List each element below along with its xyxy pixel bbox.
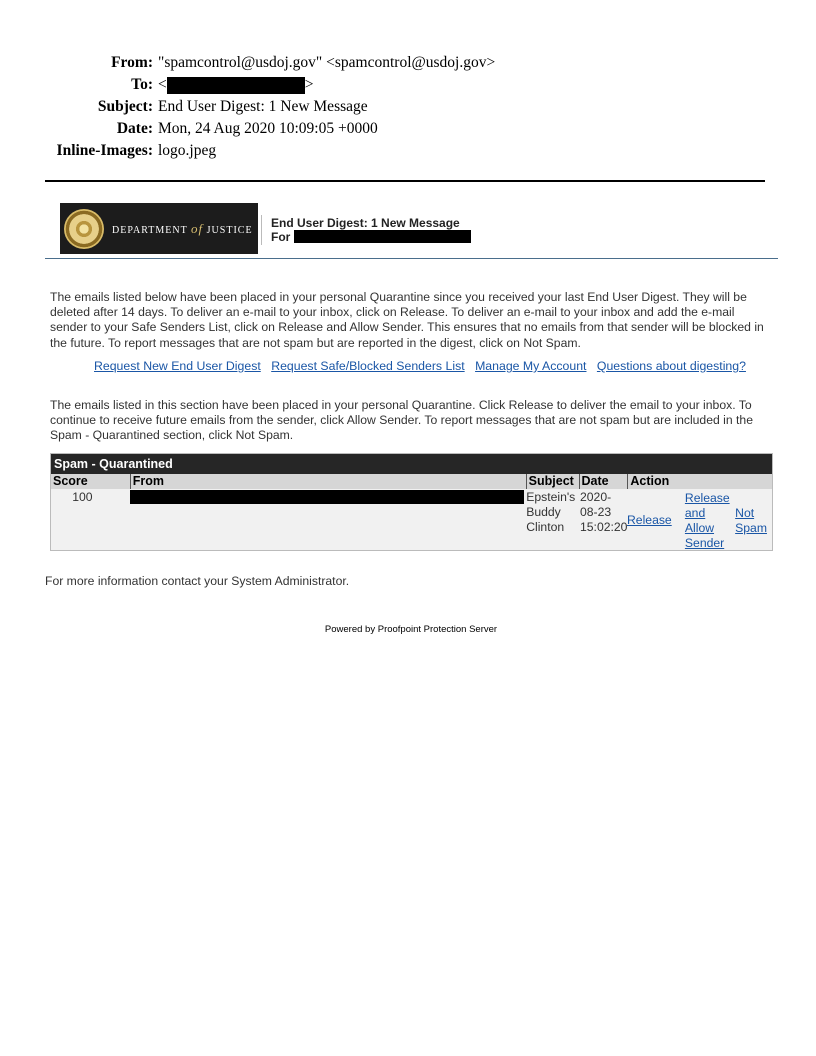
release-link[interactable]: Release xyxy=(627,513,672,527)
manage-account-link[interactable]: Manage My Account xyxy=(475,359,587,373)
table-title: Spam - Quarantined xyxy=(51,454,772,474)
action-cell xyxy=(627,489,772,550)
doj-seal-icon xyxy=(64,209,104,249)
not-spam-link[interactable]: Not Spam xyxy=(735,506,767,535)
column-header-from: From xyxy=(130,474,526,489)
column-header-score: Score xyxy=(53,474,88,488)
digest-links xyxy=(94,359,753,373)
to-prefix: < xyxy=(158,76,167,93)
from-row xyxy=(0,52,620,74)
release-allow-sender-link[interactable]: Release and Allow Sender xyxy=(684,491,730,550)
table-header xyxy=(51,474,772,489)
quarantine-table xyxy=(50,453,773,551)
digest-for-line xyxy=(271,230,471,244)
subject-row xyxy=(0,96,620,118)
questions-link[interactable]: Questions about digesting? xyxy=(596,359,746,373)
intro-paragraph: The emails listed below have been placed in your personal Quarantine since you received your last End User Digest. They will be deleted after 14 days. To deliver an e-mail to your inbox, click on Release. To deliver an e-mail to your inbox and add the e-mail sender to your Safe Senders List, click on Release and Allow Sender. This ensures that no emails from that sender will be blocked in the future. To report messages that are not spam but are reported in the digest, click on Not Spam. xyxy=(50,290,764,350)
logo-word-department: DEPARTMENT xyxy=(112,224,188,236)
date-cell: 2020-08-23 15:02:20 xyxy=(580,490,628,534)
subject-cell: Epstein's Buddy Clinton xyxy=(526,490,576,534)
redaction-bar xyxy=(294,230,471,243)
to-row xyxy=(0,74,620,96)
section-paragraph: The emails listed in this section have been placed in your personal Quarantine. Click Release to deliver the email to your inbox. To continue to receive future emails from the sender, click Allow Sender. To report messages that are not spam but are included in the Spam - Quarantined section, click Not Spam. xyxy=(50,398,753,443)
date-row xyxy=(0,118,620,140)
redaction-bar xyxy=(167,77,305,94)
to-suffix: > xyxy=(304,76,314,93)
logo-word-justice: JUSTICE xyxy=(206,224,253,236)
subject-label: Subject: xyxy=(97,98,153,115)
date-label: Date: xyxy=(116,120,153,137)
score-cell: 100 xyxy=(72,490,93,504)
logo-word-of: of xyxy=(191,220,204,236)
redaction-bar xyxy=(130,490,524,504)
date-value: Mon, 24 Aug 2020 10:09:05 +0000 xyxy=(158,120,378,137)
digest-title: End User Digest: 1 New Message xyxy=(271,216,460,230)
to-label: To: xyxy=(131,76,153,93)
banner-title xyxy=(271,216,471,244)
email-header xyxy=(0,52,620,162)
from-cell xyxy=(130,489,525,550)
from-value: "spamcontrol@usdoj.gov" <spamcontrol@usdoj.gov> xyxy=(158,54,496,71)
column-header-subject: Subject xyxy=(526,474,579,489)
inline-images-label: Inline-Images: xyxy=(56,142,153,159)
doj-logo xyxy=(60,203,258,254)
banner-separator xyxy=(261,215,262,245)
inline-images-row xyxy=(0,140,620,162)
subject-value: End User Digest: 1 New Message xyxy=(158,98,368,115)
logo-wordmark xyxy=(112,221,253,237)
column-header-date: Date xyxy=(579,474,628,489)
from-label: From: xyxy=(111,54,153,71)
inline-images-value: logo.jpeg xyxy=(158,142,217,159)
table-row xyxy=(51,489,772,550)
powered-by-footer: Powered by Proofpoint Protection Server xyxy=(324,624,498,635)
for-label: For xyxy=(271,230,291,244)
request-senders-list-link[interactable]: Request Safe/Blocked Senders List xyxy=(271,359,465,373)
header-divider xyxy=(45,180,765,182)
column-header-action: Action xyxy=(627,474,772,489)
to-value xyxy=(158,76,314,94)
request-digest-link[interactable]: Request New End User Digest xyxy=(94,359,261,373)
digest-banner xyxy=(45,203,778,259)
contact-note: For more information contact your System Administrator. xyxy=(45,574,350,588)
